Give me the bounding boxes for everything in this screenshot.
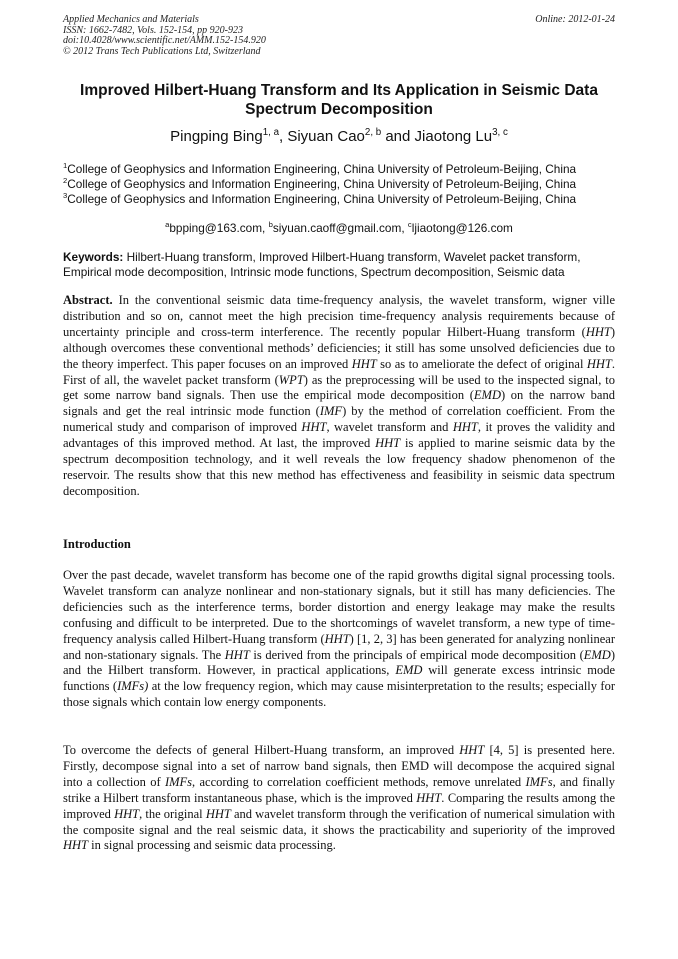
email-superscript: a [165, 220, 170, 230]
author-separator: and [381, 128, 415, 145]
author-name: Jiaotong Lu [414, 128, 493, 145]
text-run: ) on the narrow band signals and get the real intrinsic mode function ( [63, 388, 615, 419]
author-name: Siyuan Cao [287, 128, 365, 145]
italic-term: IMFs) [117, 679, 149, 694]
affiliations [63, 162, 615, 207]
italic-term: EMD [473, 388, 501, 403]
text-run: will generate excess intrinsic mode functions ( [63, 663, 615, 694]
text-run: In the conventional seismic data time-frequency analysis, the wavelet transform, wigner ville distribution and so on, cannot meet the high precision time-frequency analysis requirements because of uncertainty principle and cross-term interference. The recently popular Hilbert-Huang transform ( [63, 293, 615, 339]
abstract [63, 293, 615, 500]
text-run: To overcome the defects of general Hilbert-Huang transform, an improved [63, 743, 460, 757]
italic-term: HHT [114, 806, 140, 821]
text-run: ) although overcomes these conventional methods’ deficiencies; it still has some unsolved deficiencies due to the theory imperfect. This paper focuses on an improved [63, 324, 615, 371]
affiliation-number: 2 [63, 176, 68, 186]
text-run: ) by the method of correlation coefficient. From the numerical study and comparison of improved [63, 404, 615, 435]
affiliation-1 [63, 162, 615, 177]
text-run: [4, 5] is presented here. Firstly, decompose signal into a set of narrow band signals, then EMD will decompose the acquired signal into a collection of [63, 743, 615, 789]
italic-term: WPT [278, 372, 304, 387]
text-run: , and finally strike a Hilbert transform instantaneous phase, which is the improved [63, 774, 615, 805]
text-run: so as to ameliorate the defect of original [376, 356, 587, 371]
section-heading-introduction: Introduction [63, 537, 131, 551]
text-run: , it proves the validity and advantages of this improved method. At last, the improved [63, 420, 616, 451]
keywords-label: Keywords: [63, 250, 124, 264]
affiliation-text: College of Geophysics and Information Engineering, China University of Petroleum-Beijing, China [67, 162, 577, 176]
author-superscript: 3, c [492, 127, 508, 138]
italic-term: HHT [301, 420, 327, 435]
keywords-text: Hilbert-Huang transform, Improved Hilbert-Huang transform, Wavelet packet transform, Empirical mode decomposition, Intrinsic mode functions, Spectrum decomposition, Seismic data [63, 250, 581, 279]
italic-term: HHT [452, 420, 478, 435]
italic-term: HHT [324, 631, 350, 646]
email-superscript: b [268, 220, 273, 230]
italic-term: HHT [585, 324, 611, 339]
email-superscript: c [407, 220, 412, 230]
italic-term: IMFs [525, 774, 553, 789]
text-run: , according to correlation coefficient methods, remove unrelated [192, 774, 526, 789]
abstract-label: Abstract. [63, 293, 113, 307]
text-run: in signal processing and seismic data processing. [88, 838, 336, 853]
text-run: ) as the preprocessing will be used to the inspected signal, to get some narrow band signals. Then use the empirical mode decomposition ( [63, 372, 615, 403]
affiliation-text: College of Geophysics and Information Engineering, China University of Petroleum-Beijing, China [67, 192, 577, 206]
email-address[interactable]: siyuan.caoff@gmail.com, [272, 221, 408, 235]
affiliation-number: 3 [63, 191, 68, 201]
copyright-line: © 2012 Trans Tech Publications Ltd, Switzerland [63, 45, 261, 57]
journal-header [63, 15, 615, 57]
text-run: and wavelet transform through the verification of numerical simulation with the composite signal and the real seismic data, it shows the practicability and superiority of the improved [63, 806, 615, 837]
italic-term: HHT [375, 436, 401, 451]
italic-term: IMF [319, 404, 343, 419]
author-separator: , [279, 128, 288, 145]
italic-term: HHT [416, 790, 442, 805]
text-run: is derived from the principals of empirical mode decomposition ( [249, 647, 584, 662]
text-run: . First of all, the wavelet packet transform ( [63, 356, 616, 387]
text-run: ) and the Hilbert transform. However, in practical applications, [63, 647, 615, 678]
author-name: Pingping Bing [170, 128, 263, 145]
affiliation-text: College of Geophysics and Information Engineering, China University of Petroleum-Beijing, China [67, 177, 577, 191]
italic-term: HHT [351, 356, 377, 371]
text-run: is applied to marine seismic data by the spectrum decomposition technology, and it well reveals the low frequency shadow phenomenon of the reservoir. The results show that this new method has effectiveness and feasibility in seismic data spectrum decomposition. [63, 436, 615, 498]
paper-title: Improved Hilbert-Huang Transform and Its Application in Seismic Data Spectrum Decomposition [80, 82, 598, 118]
text-run: , wavelet transform and [326, 420, 453, 435]
text-run: , the original [139, 806, 206, 821]
intro-paragraph-1 [63, 568, 615, 711]
author-superscript: 1, a [262, 127, 279, 138]
online-date: Online: 2012-01-24 [535, 14, 615, 25]
journal-name: Applied Mechanics and Materials [63, 14, 199, 25]
text-run: . Comparing the results among the improved [63, 790, 615, 821]
text-run: at the low frequency region, which may cause misinterpretation to the results; especially for those signals which contain low energy components. [63, 679, 615, 710]
doi-line: doi:10.4028/www.scientific.net/AMM.152-154.920 [63, 35, 266, 46]
author-line [63, 127, 615, 147]
keywords [63, 250, 615, 279]
email-address[interactable]: ljiaotong@126.com [411, 221, 513, 235]
email-address[interactable]: bpping@163.com, [169, 221, 269, 235]
issn-line: ISSN: 1662-7482, Vols. 152-154, pp 920-923 [63, 24, 243, 36]
text-run: ) [1, 2, 3] has been generated for analyzing nonlinear and non-stationary signals. The [63, 631, 616, 662]
italic-term: EMD [395, 663, 423, 678]
italic-term: HHT [459, 743, 485, 757]
intro-paragraph-2 [63, 743, 615, 854]
italic-term: EMD [583, 647, 611, 662]
italic-term: HHT [205, 806, 231, 821]
affiliation-number: 1 [63, 161, 68, 171]
affiliation-2 [63, 177, 615, 192]
italic-term: HHT [224, 647, 250, 662]
text-run: Over the past decade, wavelet transform has become one of the rapid growths digital signal processing tools. Wavelet transform can analyze nonlinear and non-stationary signals, but it still has many deficiencies. The deficiencies such as the interference terms, border distortion and energy leakage may make the results confusing and difficult to be interpreted. Due to the shortcomings of wavelet transform, a new type of time-frequency analysis called Hilbert-Huang transform ( [63, 568, 615, 646]
italic-term: HHT [586, 356, 612, 371]
italic-term: HHT [63, 838, 89, 853]
email-line [63, 221, 615, 236]
italic-term: IMFs [164, 774, 193, 789]
affiliation-3 [63, 192, 615, 207]
author-superscript: 2, b [364, 127, 382, 138]
